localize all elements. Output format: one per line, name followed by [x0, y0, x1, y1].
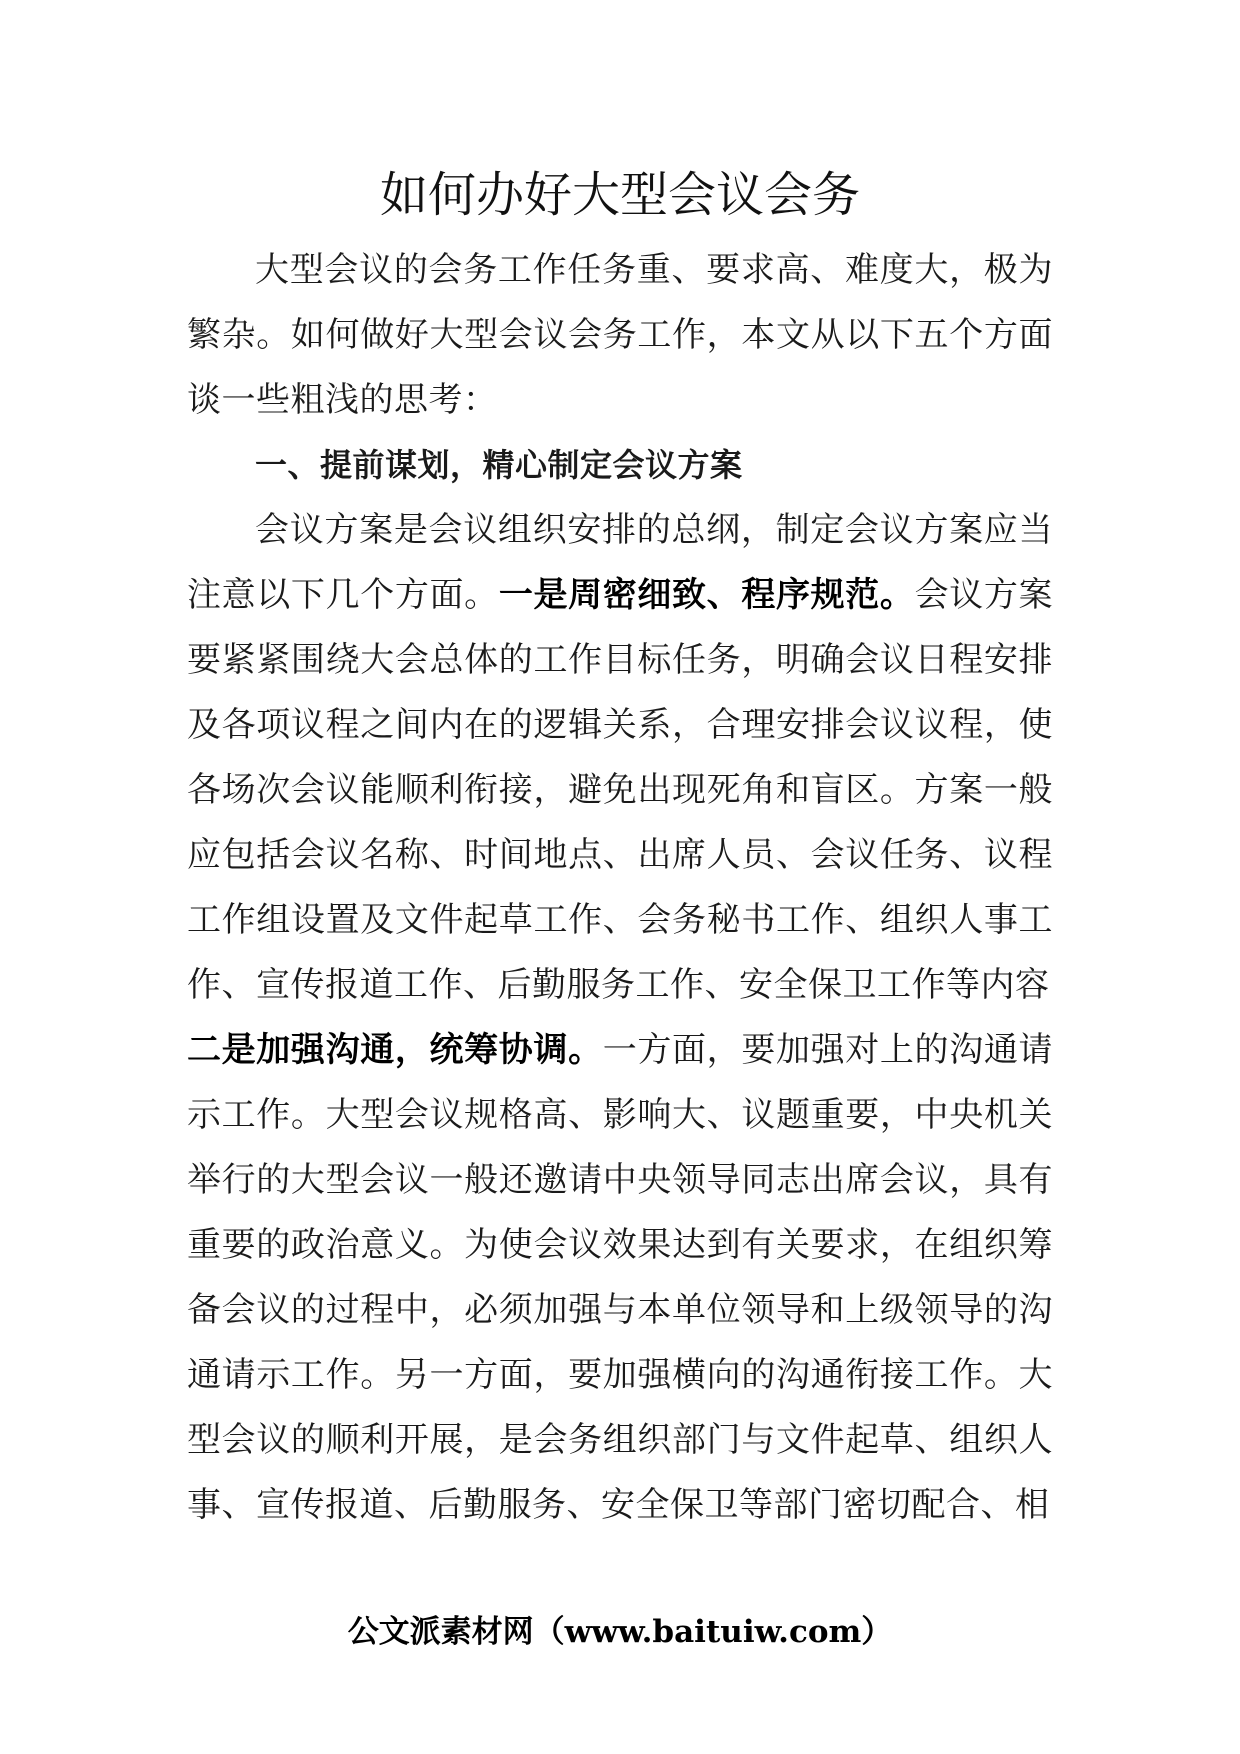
section-paragraph-lead: 会议方案是会议组织安排的总纲，制定会议方案应当注意以下几个方面。: [187, 510, 1053, 615]
document-body: [187, 238, 1053, 1538]
point-two-text: 一方面，要加强对上的沟通请示工作。大型会议规格高、影响大、议题重要，中央机关举行的大型会议一般还邀请中央领导同志出席会议，具有重要的政治意义。为使会议效果达到有关要求，在组织筹备会议的过程中，必须加强与本单位领导和上级领导的沟通请示工作。另一方面，要加强横向的沟通衔接工作。大型会议的顺利开展，是会务组织部门与文件起草、组织人事、宣传报道、后勤服务、安全保卫等部门密切配合、相: [187, 1030, 1053, 1525]
point-two-paragraph: [187, 1018, 1053, 1538]
section-heading: 一、提前谋划，精心制定会议方案: [255, 446, 743, 484]
document-title: 如何办好大型会议会务: [379, 167, 860, 223]
point-one-text: 会议方案要紧紧围绕大会总体的工作目标任务，明确会议日程安排及各项议程之间内在的逻辑关系，合理安排会议议程，使各场次会议能顺利衔接，避免出现死角和盲区。方案一般应包括会议名称、时间地点、出席人员、会议任务、议程工作组设置及文件起草工作、会务秘书工作、组织人事工作、宣传报道工作、后勤服务工作、安全保卫工作等内容: [187, 575, 1053, 1005]
point-one-title: 一是周密细致、程序规范。: [498, 575, 915, 615]
intro-paragraph: 大型会议的会务工作任务重、要求高、难度大，极为繁杂。如何做好大型会议会务工作，本文从以下五个方面谈一些粗浅的思考：: [187, 250, 1053, 420]
point-two-title: 二是加强沟通，统筹协调。: [187, 1030, 603, 1070]
footer-watermark: 公文派素材网（www.baituiw.com）: [347, 1614, 893, 1650]
section-paragraph: [187, 498, 1053, 1018]
